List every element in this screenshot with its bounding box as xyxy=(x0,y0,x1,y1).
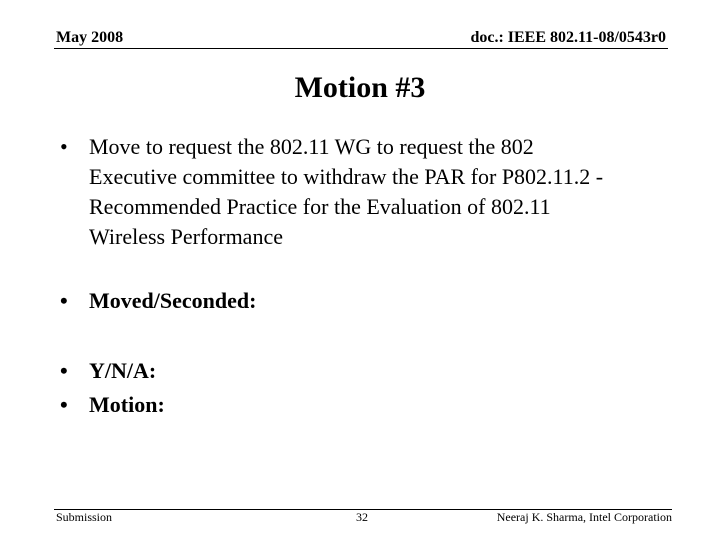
bullet-dot-icon: • xyxy=(60,358,68,383)
bullet-text xyxy=(89,132,603,252)
bullet-dot-icon: • xyxy=(60,134,68,159)
bullet-line: Wireless Performance xyxy=(89,224,283,249)
footer-author: Neeraj K. Sharma, Intel Corporation xyxy=(496,510,672,524)
bullet-text: Motion: xyxy=(89,392,165,417)
bullet-text: Y/N/A: xyxy=(89,358,157,383)
header-divider xyxy=(54,48,668,49)
footer-page-number: 32 xyxy=(356,510,368,524)
slide-title: Motion #3 xyxy=(294,71,426,104)
bullet-dot-icon: • xyxy=(60,288,68,313)
bullet-dot-icon: • xyxy=(60,392,68,417)
bullet-line: Move to request the 802.11 WG to request the 802 xyxy=(89,134,534,159)
bullet-text: Moved/Seconded: xyxy=(89,288,257,313)
header-date: May 2008 xyxy=(56,29,124,46)
bullet-line: Recommended Practice for the Evaluation of 802.11 xyxy=(89,194,551,219)
header-doc-id: doc.: IEEE 802.11-08/0543r0 xyxy=(470,29,666,46)
footer-submission: Submission xyxy=(56,510,113,524)
bullet-line: Executive committee to withdraw the PAR for P802.11.2 - xyxy=(89,164,604,189)
